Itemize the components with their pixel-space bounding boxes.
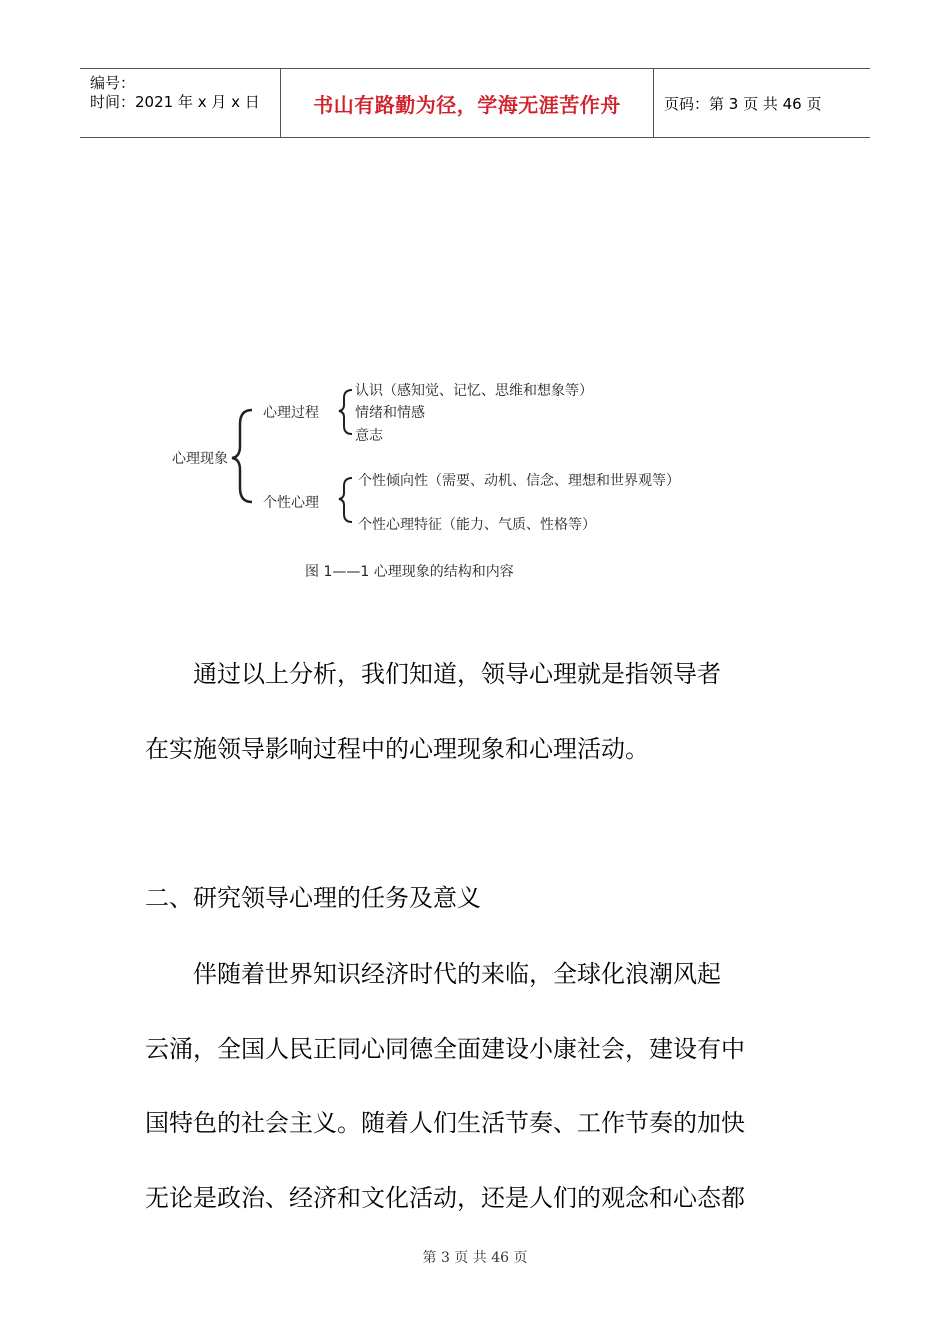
- personality-item-traits: 个性心理特征（能力、气质、性格等）: [358, 517, 596, 533]
- personality-item-tendency: 个性倾向性（需要、动机、信念、理想和世界观等）: [358, 473, 680, 489]
- psychology-structure-diagram: [160, 372, 740, 587]
- paragraph-2-line-3: 国特色的社会主义。随着人们生活节奏、工作节奏的加快: [145, 1109, 745, 1137]
- page-footer: 第 3 页 共 46 页: [422, 1250, 528, 1266]
- process-item-cognition: 认识（感知觉、记忆、思维和想象等）: [355, 383, 593, 399]
- page-header: [80, 68, 870, 138]
- process-brace: [339, 390, 352, 434]
- diagram-root-label: 心理现象: [172, 451, 228, 467]
- motto-text: 书山有路勤为径，学海无涯苦作舟: [313, 92, 621, 117]
- header-meta: [80, 69, 281, 137]
- personality-brace: [339, 478, 352, 522]
- figure-caption: 图 1——1 心理现象的结构和内容: [305, 564, 514, 580]
- branch-label-process: 心理过程: [263, 405, 319, 421]
- header-page-info: [654, 69, 870, 137]
- page-info-text: 页码：第 3 页 共 46 页: [664, 94, 822, 113]
- root-brace: [232, 410, 252, 502]
- branch-label-personality: 个性心理: [263, 495, 319, 511]
- paragraph-1-line-2: 在实施领导影响过程中的心理现象和心理活动。: [145, 735, 649, 763]
- process-item-emotion: 情绪和情感: [355, 405, 425, 421]
- paragraph-2-line-2: 云涌，全国人民正同心同德全面建设小康社会，建设有中: [145, 1035, 745, 1063]
- process-item-will: 意志: [355, 428, 383, 444]
- section-heading: 二、研究领导心理的任务及意义: [145, 884, 481, 912]
- header-motto: [281, 69, 654, 137]
- paragraph-2-line-1: 伴随着世界知识经济时代的来临，全球化浪潮风起: [145, 960, 721, 988]
- time-label: 时间：2021 年 x 月 x 日: [90, 93, 260, 111]
- number-label: 编号：: [90, 74, 136, 92]
- paragraph-1-line-1: 通过以上分析，我们知道，领导心理就是指领导者: [145, 660, 721, 688]
- paragraph-2-line-4: 无论是政治、经济和文化活动，还是人们的观念和心态都: [145, 1184, 745, 1212]
